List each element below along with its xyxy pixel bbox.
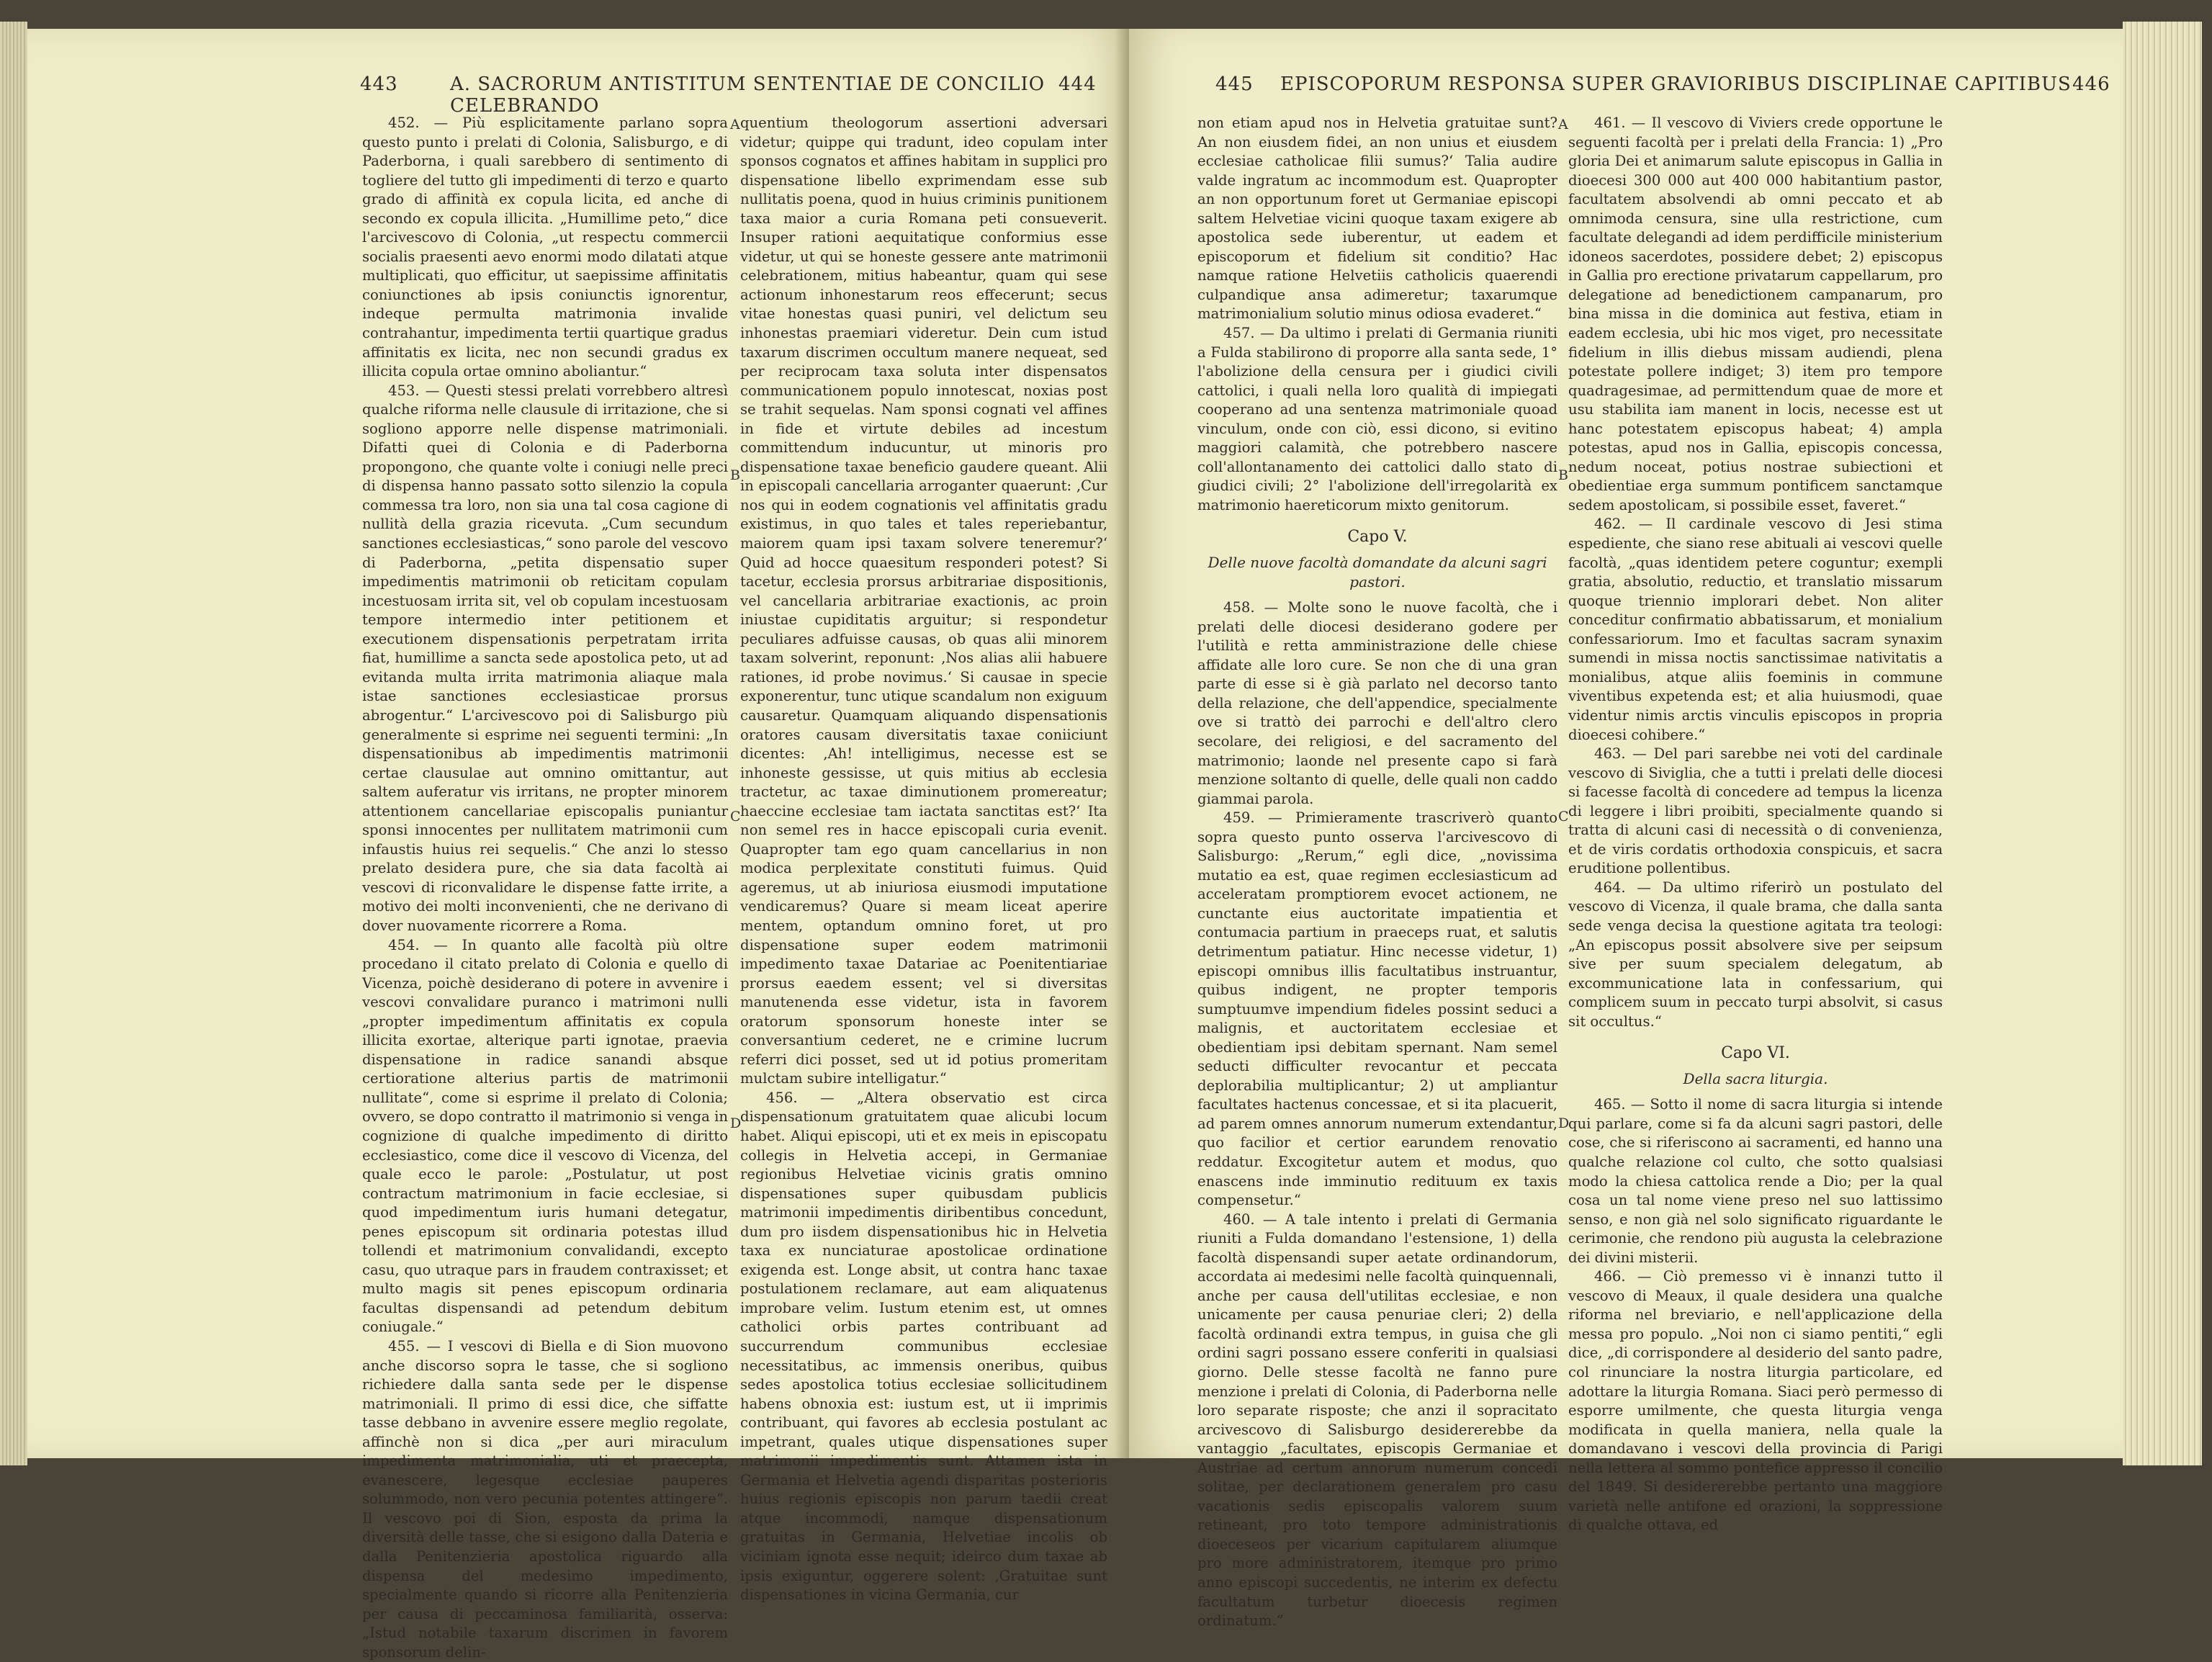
paragraph-452: 452. — Più esplicitamente parlano sopra questo punto i prelati di Colonia, Salisburgo, e di Paderborna, i quali sarebbero di sentimento di togliere del tutto gli impedimenti di terzo e quarto grado di affinità ex copula licita, ed anche di secondo ex copula illicita. „Humillime peto,“ dice l'arcivescovo di Colonia, „ut respectu commercii socialis praesenti aevo enormi modo dilatati atque multiplicati, quo efficitur, ut saepissime affinitatis coniunctiones ab ipsis coniunctis ignorentur, indeque permulta matrimonia invalide contrahantur, impedimenta tertii quartique gradus affinitatis ex licita, nec non secundi gradus ex illicita copula ortae omnino aboliantur.“ — [362, 114, 728, 380]
margin-marker-d-right: D — [1558, 1115, 1570, 1131]
left-page-edges — [0, 22, 27, 1465]
paragraph-456-continued: non etiam apud nos in Helvetia gratuitae sunt? An non eiusdem fidei, an non unius et eiusdem ecclesiae catholicae filii sumus?‘ Talia audire valde ingratum ac incommodum est. Quapropter an non opportunum foret ut Germaniae episcopi saltem Helvetiae vicini quoque taxam exigere ab apostolica sede iuberentur, ut eadem et episcoporum et fidelium sit conditio? Hac namque ratione Helvetiis catholicis quaerendi culpandique ansa adimeretur; taxarumque matrimonialium solutio minus odiosa evaderet.“ — [1197, 114, 1557, 323]
margin-marker-d-left: D — [730, 1115, 742, 1131]
right-page-column-2 — [1568, 114, 1943, 1534]
paragraph-457: 457. — Da ultimo i prelati di Germania riuniti a Fulda stabilirono di proporre alla santa sede, 1° l'abolizione della censura per i giudici civili cattolici, i quali nella loro qualità di impiegati cooperano ad una sentenza matrimoniale quoad vinculum, onde con ciò, essi dicono, si evitino maggiori calamità, che potrebbero nascere coll'allontanamento dei cattolici dallo stato di giudici civili; 2° l'abolizione dell'irregolarità ex matrimonio haereticorum mixto genitorum. — [1197, 325, 1557, 513]
chapter-5-subtitle: Delle nuove facoltà domandate da alcuni sagri pastori. — [1208, 554, 1547, 590]
paragraph-458: 458. — Molte sono le nuove facoltà, che i prelati delle diocesi desiderano godere per l'utilità e retta amministrazione delle chiese affidate alle loro cure. Se non che di una gran parte di esse si è già parlato nel decorso tanto della relazione, che dell'appendice, specialmente ove si trattò dei parrochi e dell'altro clero secolare, dei religiosi, e del sacramento del matrimonio; laonde nel presente capo si farà menzione soltanto di quelle, delle quali non caddo giammai parola. — [1197, 599, 1557, 807]
chapter-6-heading: Capo VI. — [1721, 1044, 1790, 1063]
right-page-header — [1215, 73, 2110, 102]
paragraph-464: 464. — Da ultimo riferirò un postulato del vescovo di Vicenza, il quale brama, che dalla santa sede venga decisa la questione agitata tra teologi: „An episcopus possit absolvere sive per seipsum sive per suum specialem delegatum, ab excommunicatione lata in confessarium, qui complicem suum in peccato turpi absolvit, si casus sit occultus.“ — [1568, 879, 1943, 1030]
right-page-column-1 — [1197, 114, 1557, 1630]
left-page — [27, 29, 1129, 1661]
paragraph-456: 456. — „Altera observatio est circa dispensationum gratuitatem quae alicubi locum habet. Aliqui episcopi, uti et ex meis in episcopatu collegis in Helvetia accepi, in Germaniae regionibus Helvetiae vicinis gratis omnino dispensationes super quibusdam publicis matrimonii impedimentis diribentibus concedunt, dum pro iisdem dispensationibus hic in Helvetia taxa ex nunciaturae apostolicae ordinatione exigenda est. Longe absit, ut contra hanc taxae postulationem reclamare, aut eam aliquatenus improbare velim. Iustum etenim est, ut omnes catholici orbis partes contribuant ad succurrendum communibus ecclesiae necessitatibus, ac immensis oneribus, quibus sedes apostolica totius ecclesiae sollicitudinem habens obnoxia est: iustum est, ut ii imprimis contribuant, qui favores ab ecclesia postulant ac impetrant, quales utique dispensationes super matrimonii impedimentis sunt. Attamen ista in Germania et Helvetia agendi disparitas posterioris huius regionis episcopis non parum taedii creat atque incommodi, namque dispensationum gratuitas in Germania, Helvetiae incolis ob viciniam ignota esse nequit; ideirco dum taxae ab ipsis exiguntur, oggerere solent: ‚Gratuitae sunt dispensationes in vicina Germania, cur — [740, 1089, 1107, 1604]
paragraph-463: 463. — Del pari sarebbe nei voti del cardinale vescovo di Siviglia, che a tutti i prelati delle diocesi si facesse facoltà di concedere ad tempus la licenza di leggere i libri proibiti, specialmente quando si tratta di alcuni casi di necessità o di convenienza, et de viris cordatis orthodoxia conspicuis, et sacra eruditione pollentibus. — [1568, 745, 1943, 877]
chapter-5-heading: Capo V. — [1347, 528, 1408, 547]
page-number-443: 443 — [360, 73, 398, 95]
paragraph-460: 460. — A tale intento i prelati di Germania riuniti a Fulda domandano l'estensione, 1) della facoltà dispensandi super aetate ordinandorum, accordata ai medesimi nelle facoltà quinquennali, anche per causa dell'utilitas ecclesiae, e non unicamente per causa penuriae cleri; 2) della facoltà ordinandi extra tempus, in guisa che gli ordini sagri possano essere conferiti in qualsiasi giorno. Delle stesse facoltà ne fanno pure menzione i prelati di Colonia, di Paderborna nelle loro separate risposte; che anzi il sopracitato arcivescovo di Salisburgo desidererebbe da vantaggio „facultates, episcopis Germaniae et Austriae ad certum annorum numerum concedi solitae, per declarationem generalem pro casu vacationis sedis episcopalis valorem suum retineant, pro toto tempore administrationis dioeceseos per vicarium capitularem aliumque pro more administratorem, itemque pro primo anno episcopi succedentis, ne interim ex defectu facultatum turbetur dioecesis regimen ordinatum.“ — [1197, 1210, 1557, 1630]
margin-marker-a-left: A — [730, 117, 740, 132]
paragraph-453: 453. — Questi stessi prelati vorrebbero altresì qualche riforma nelle clausule di irritazione, che si sogliono apporre nelle dispense matrimoniali. Difatti quei di Colonia e di Paderborna propongono, che quante volte i coniugi nelle preci di dispensa hanno passato sotto silenzio la copula commessa tra loro, non sia una tal cosa cagione di nullità della grazia ricevuta. „Cum secundum sanctiones ecclesiasticas,“ sono parole del vescovo di Paderborna, „petita dispensatio super impedimentis matrimonii ob reticitam copulam incestuosam irrita sit, vel ob copulam incestuosam tempore intermedio inter petitionem et executionem dispensationis perpetratam irrita fiat, humillime a sancta sede apostolica peto, ut ad evitanda multa irrita matrimonia aliaque mala istae sanctiones ecclesiasticae prorsus abrogentur.“ L'arcivescovo poi di Salisburgo più generalmente si esprime nei seguenti termini: „In dispensationibus ab impedimentis matrimonii certae clausulae aut omnino omittantur, aut saltem auferatur vis irritans, ne propter minorem attentionem cancellariae episcopalis puniantur sponsi innocentes per nullitatem matrimonii cum infaustis huius rei sequelis.“ Che anzi lo stesso prelato desidera pure, che sia data facoltà ai vescovi di riconvalidare le dispense fatte irrite, a motivo dei molti inconvenienti, che ne derivano di dover nuovamente ricorrere a Roma. — [362, 382, 728, 934]
page-number-445: 445 — [1215, 73, 1254, 95]
paragraph-455: 455. — I vescovi di Biella e di Sion muovono anche discorso sopra le tasse, che si sogliono richiedere dalla santa sede per le dispense matrimoniali. Il primo di essi dice, che siffatte tasse debbano in avvenire essere meglio regolate, affinchè non si dica „per auri miraculum impedimenta matrimonialia, uti et praecepta, evanescere, legesque ecclesiae pauperes solummodo, non vero pecunia potentes attingere“. Il vescovo poi di Sion, esposta da prima la diversità delle tasse, che si esigono dalla Dateria e dalla Penitenzieria apostolica riguardo alla dispensa del medesimo impedimento, specialmente quando si ricorre alla Penitenzieria per causa di peccaminosa familiarità, osserva: „Istud notabile taxarum discrimen in favorem sponsorum delin- — [362, 1338, 728, 1661]
page-number-446: 446 — [2072, 73, 2110, 95]
margin-marker-a-right: A — [1558, 117, 1568, 132]
left-running-title: A. SACRORUM ANTISTITUM SENTENTIAE DE CONCILIO CELEBRANDO — [450, 73, 1046, 117]
margin-marker-b-left: B — [730, 467, 740, 483]
paragraph-461: 461. — Il vescovo di Viviers crede opportune le seguenti facoltà per i prelati della Francia: 1) „Pro gloria Dei et animarum salute episcopus in Gallia in dioecesi 300 000 aut 400 000 habitantium pastor, facultatem absolvendi ab omni peccato et ab omnimoda censura, sine ulla restrictione, cum facultate delegandi ad idem perdifficile ministerium idoneos sacerdotes, possidere debet; 2) episcopus in Gallia pro erectione privatarum cappellarum, pro delegatione ad benedictionem campanarum, pro bina missa in die dominica aut festiva, etiam in eadem ecclesia, ubi hic mos viget, pro necessitate fidelium in illis diebus missam audiendi, plena potestate pollere indiget; 3) item pro tempore quadragesimae, ad permittendum quae de more et usu stabilita iam manent in locis, necesse est ut hanc potestatem episcopus habeat; 4) ampla potestas, apud nos in Gallia, episcopis concessa, nedum noceat, potius nostrae subiectioni et obedientiae erga summum pontificem sanctamque sedem apostolicam, si possibile esset, faveret.“ — [1568, 114, 1943, 513]
margin-marker-c-right: C — [1558, 809, 1569, 825]
page-number-444: 444 — [1058, 73, 1097, 95]
paragraph-455-continued: quentium theologorum assertioni adversari videtur; quippe qui tradunt, ideo copulam inter sponsos cognatos et affines habitam in supplici pro dispensatione libello exprimendam esse sub nullitatis poena, quod in huius criminis punitionem taxa maior a curia Romana peti consueverit. Insuper rationi aequitatique conformius esse videtur, ut qui se honeste gessere ante matrimonii celebrationem, mitius habeantur, quam qui sese actionum inhonestarum reos effecerunt; secus vitae honestas quasi puniri, vel delictum seu inhonestas praemiari videretur. Dein cum istud taxarum discrimen occultum manere nequeat, sed per reciprocam taxa soluta inter dispensatos communicationem populo innotescat, noxias post se trahit sequelas. Nam sponsi cognati vel affines in fide et virtute debiles ad incestum committendum inducuntur, ut minoris pro dispensatione taxae beneficio gaudere queant. Alii in episcopali cancellaria arroganter quaerunt: ‚Cur nos qui in eodem cognationis vel affinitatis gradu existimus, in quo tales et tales reperiebantur, maiorem quam ipsi taxam solvere teneremur?‘ Quid ad hocce quaesitum responderi potest? Si tacetur, ecclesia prorsus arbitrariae dispositionis, vel cancellaria arbitrariae exactionis, ac proin iniustae cupiditatis arguitur; si respondetur peculiares adfuisse causas, ob quas alii minorem taxam solverint, reponunt: ‚Nos alias alii habuere rationes, id probe novimus.‘ Si causae in specie exponerentur, tunc utique scandalum non exiguum causaretur. Quamquam aliquando dispensationis oratores causam diversitatis taxae coniiciunt dicentes: ‚Ah! intelligimus, necesse est se inhoneste gessisse, ut quis mitius ab ecclesia tractetur, ac taxae diminutionem promereatur; haeccine ecclesiae tam iactata sanctitas est?‘ Ita non semel res in hacce episcopali curia evenit. Quapropter tam ego quam cancellarius in non modica perplexitate constituti fuimus. Quid ageremus, ut ab iniuriosa eiusmodi imputatione vendicaremus? Quare si meam liceat aperire mentem, optandum omnino foret, ut pro dispensatione super eodem matrimonii impedimento taxae Datariae ac Poenitentiariae prorsus eaedem essent; vel si diversitas manutenenda esse videtur, ista in favorem oratorum sponsorum honeste inter se conversantium cederet, ne e crimine lucrum referri dici posset, sed ut id potius promeritam mulctam subire intelligatur.“ — [740, 114, 1107, 1087]
right-running-title: EPISCOPORUM RESPONSA SUPER GRAVIORIBUS DISCIPLINAE CAPITIBUS — [1280, 73, 2072, 95]
margin-marker-b-right: B — [1558, 467, 1568, 483]
left-page-column-1 — [362, 114, 728, 1661]
paragraph-465: 465. — Sotto il nome di sacra liturgia si intende qui parlare, come si fa da alcuni sagri pastori, delle cose, che si riferiscono ai sacramenti, ed hanno una qualche relazione col culto, che sotto qualsiasi modo la chiesa cattolica rende a Dio; per la qual cosa un tal nome viene preso nel suo lattissimo senso, e non già nel solo significato riguardante le cerimonie, che rendono più augusta la celebrazione dei divini misterii. — [1568, 1096, 1943, 1266]
paragraph-454: 454. — In quanto alle facoltà più oltre procedano il citato prelato di Colonia e quello di Vicenza, poichè desiderano di potere in avvenire i vescovi convalidare puranco i matrimoni nulli „propter impedimentum affinitatis ex copula illicita exortae, alterique parti ignotae, praevia dispensatione in radice sanandi absque certioratione alterius partis de matrimonii nullitate“, come si esprime il prelato di Colonia; ovvero, se dopo contratto il matrimonio si venga in cognizione di qualche impedimento di diritto ecclesiastico, come dice il vescovo di Vicenza, del quale ecco le parole: „Postulatur, ut post contractum matrimonium in facie ecclesiae, si quod impedimentum iuris humani detegatur, penes episcopum sit ordinaria potestas illud tollendi et matrimonium convalidandi, excepto casu, quo utraque pars in fraudem contraxisset; et multo magis sit penes episcopum ordinaria facultas dispensandi ad petendum debitum coniugale.“ — [362, 936, 728, 1336]
paragraph-466: 466. — Ciò premesso vi è innanzi tutto il vescovo di Meaux, il quale desidera una qualche riforma nel breviario, e nell'applicazione della messa pro populo. „Noi non ci siamo pentiti,“ egli dice, „di corrispondere al desiderio del santo padre, col rinunciare la nostra liturgia particolare, ed adottare la liturgia Romana. Siaci però permesso di esporre umilmente, che questa liturgia venga modificata in quella maniera, nella quale la domandavano i vescovi della provincia di Parigi nella lettera al sommo pontefice appresso il concilio del 1849. Si desidererebbe pertanto una maggiore varietà nelle antifone ed orazioni, la soppressione di qualche ottava, ed — [1568, 1268, 1943, 1534]
right-page-edges — [2123, 22, 2202, 1465]
paragraph-459: 459. — Primieramente trascriverò quanto sopra questo punto osserva l'arcivescovo di Salisburgo: „Rerum,“ egli dice, „novissima mutatio ea est, quae regimen ecclesiasticum ad acceleratam promptiorem evocet actionem, ne cunctante eius auctoritate impatientia et contumacia partium in praeceps ruat, et salutis detrimentum patiatur. Hinc necesse videtur, 1) episcopi omnibus illis facultatibus instruantur, quibus indigent, ne propter temporis sumptuumve impendium fideles possint seduci a malignis, et auctoritatem ecclesiae et obedientiam ipsi debitam spernant. Nam semel seducti difficulter revocantur et peccata deplorabilia multiplicantur; 2) ut ampliantur facultates hactenus concessae, et si ita placuerit, ad parem omnes annorum numerum extendantur, quo facilior et certior earundem renovatio reddatur. Excogitetur autem et modus, quo enascens inde imminutio redituum ex taxis compensetur.“ — [1197, 809, 1557, 1209]
chapter-6-subtitle: Della sacra liturgia. — [1683, 1069, 1828, 1087]
margin-marker-c-left: C — [730, 809, 741, 825]
left-page-header — [360, 73, 1097, 117]
paragraph-462: 462. — Il cardinale vescovo di Jesi stima espediente, che siano rese abituali ai vescovi quelle facoltà, „quas identidem petere coguntur; exempli gratia, absolutio, reductio, et translatio missarum quoque triennio implorari debet. Non aliter conceditur confirmatio abbatissarum, et monialium confessariorum. Imo et facultas sacram synaxim sumendi in missa noctis sanctissimae nativitatis a monialibus, atque aliis foeminis in commune viventibus expetenda est; et alia huiusmodi, quae videntur nimis arctis vinculis episcopos in propria dioecesi cohibere.“ — [1568, 516, 1943, 743]
left-page-column-2 — [740, 114, 1107, 1604]
right-page — [1129, 29, 2123, 1630]
